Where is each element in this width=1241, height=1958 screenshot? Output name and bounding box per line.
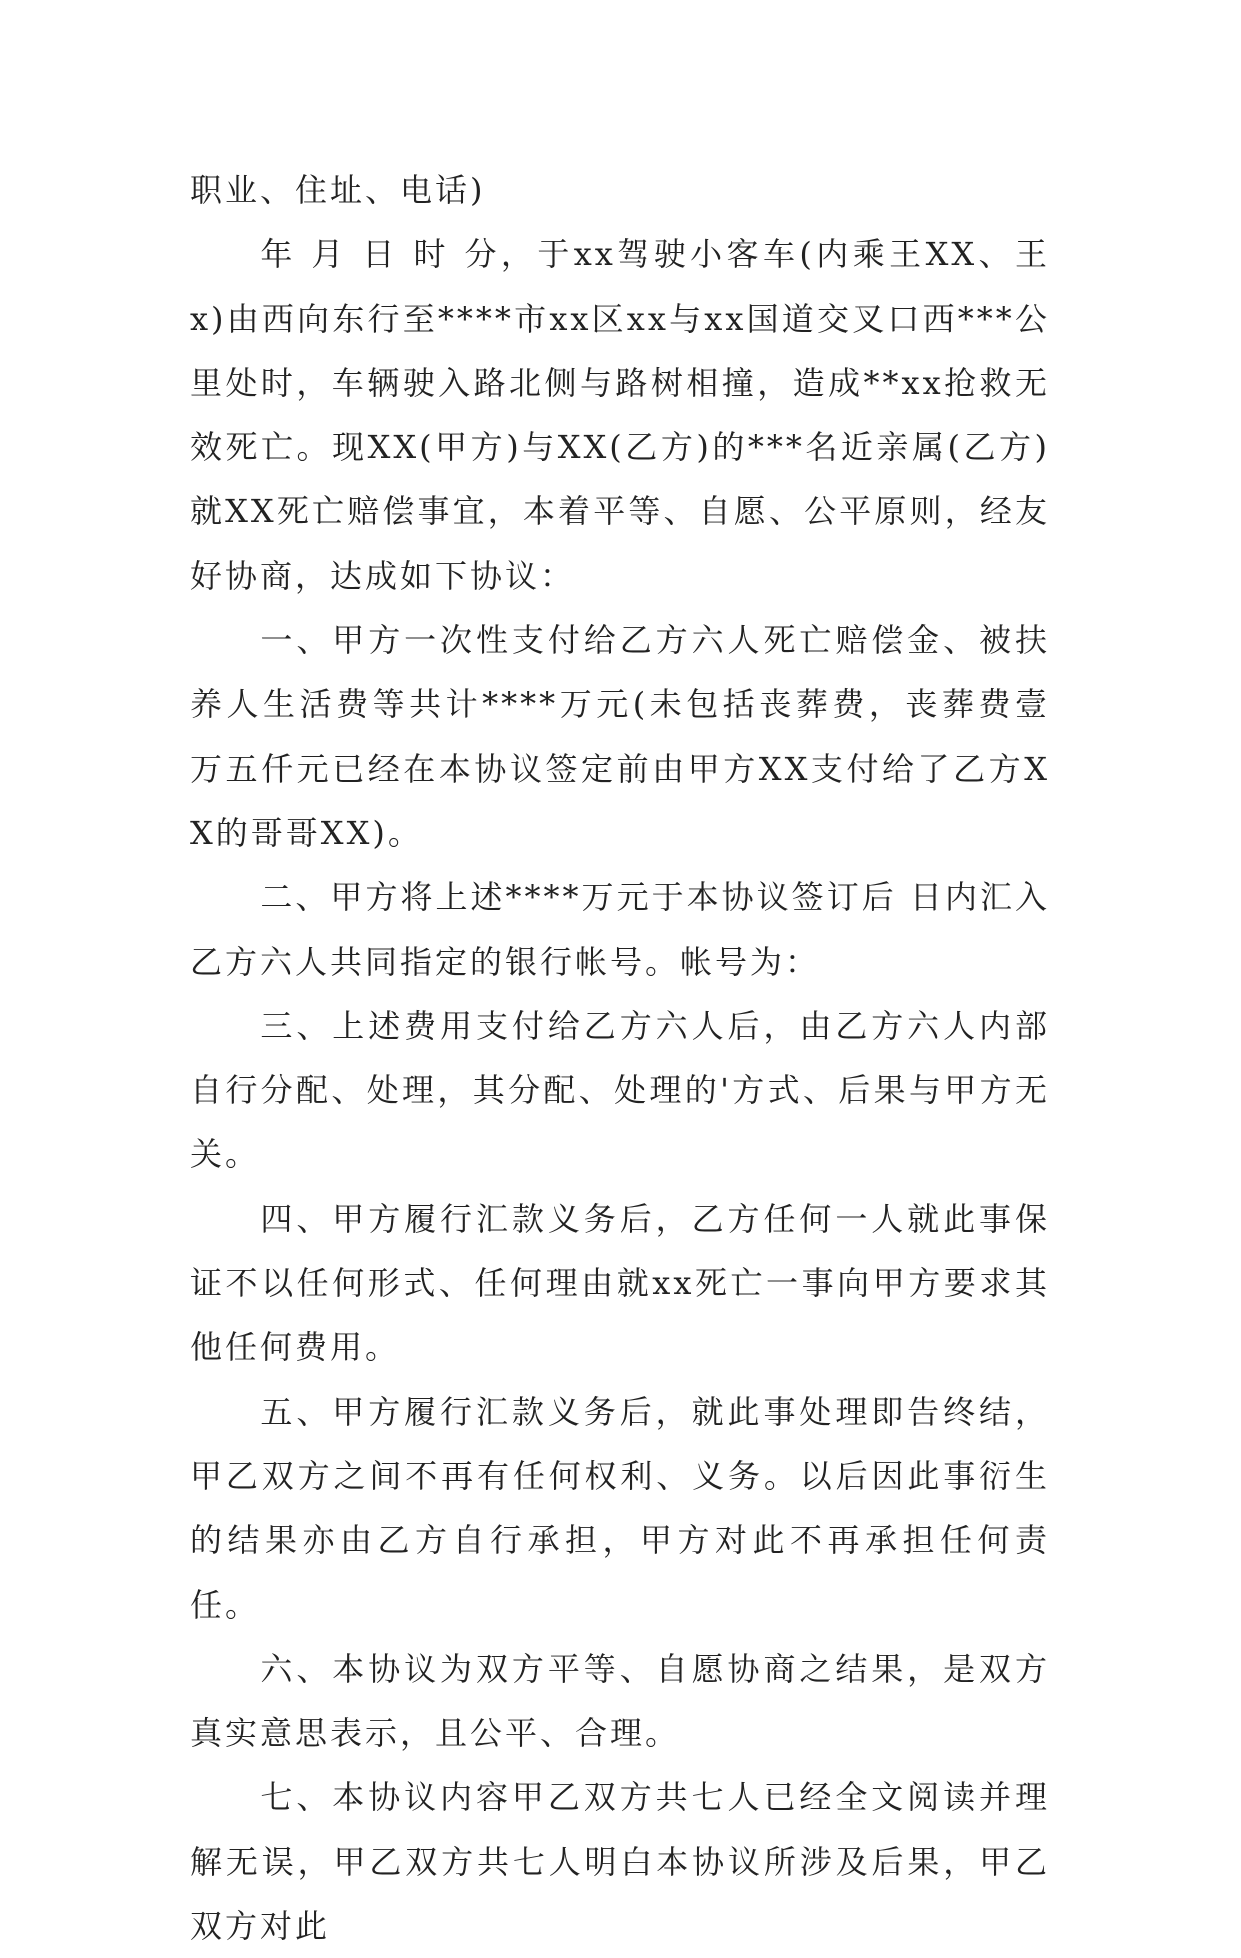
paragraph-clause-1: 一、甲方一次性支付给乙方六人死亡赔偿金、被扶养人生活费等共计****万元(未包括丧葬费，丧葬费壹万五仟元已经在本协议签定前由甲方XX支付给了乙方XX的哥哥XX)。	[190, 621, 1050, 852]
paragraph-clause-3: 三、上述费用支付给乙方六人后，由乙方六人内部自行分配、处理，其分配、处理的'方式、后果与甲方无关。	[190, 1006, 1050, 1174]
paragraph-clause-2: 二、甲方将上述****万元于本协议签订后 日内汇入乙方六人共同指定的银行帐号。帐号为：	[190, 878, 1050, 981]
paragraph-clause-7: 七、本协议内容甲乙双方共七人已经全文阅读并理解无误，甲乙双方共七人明白本协议所涉及后果，甲乙双方对此	[190, 1778, 1050, 1946]
paragraph-incident-description: 年 月 日 时 分，于xx驾驶小客车(内乘王XX、王x)由西向东行至****市xx区xx与xx国道交叉口西***公里处时，车辆驶入路北侧与路树相撞，造成**xx抢救无效死亡。现XX(甲方)与XX(乙方)的***名近亲属(乙方)就XX死亡赔偿事宜，本着平等、自愿、公平原则，经友好协商，达成如下协议：	[190, 235, 1050, 595]
paragraph-clause-5: 五、甲方履行汇款义务后，就此事处理即告终结，甲乙双方之间不再有任何权利、义务。以后因此事衍生的结果亦由乙方自行承担，甲方对此不再承担任何责任。	[190, 1392, 1050, 1624]
paragraph-clause-6: 六、本协议为双方平等、自愿协商之结果，是双方真实意思表示，且公平、合理。	[190, 1649, 1050, 1753]
paragraph-clause-4: 四、甲方履行汇款义务后，乙方任何一人就此事保证不以任何形式、任何理由就xx死亡一事向甲方要求其他任何费用。	[190, 1199, 1050, 1367]
document-body	[190, 158, 1050, 1958]
paragraph-contact-info: 职业、住址、电话)	[190, 171, 486, 209]
